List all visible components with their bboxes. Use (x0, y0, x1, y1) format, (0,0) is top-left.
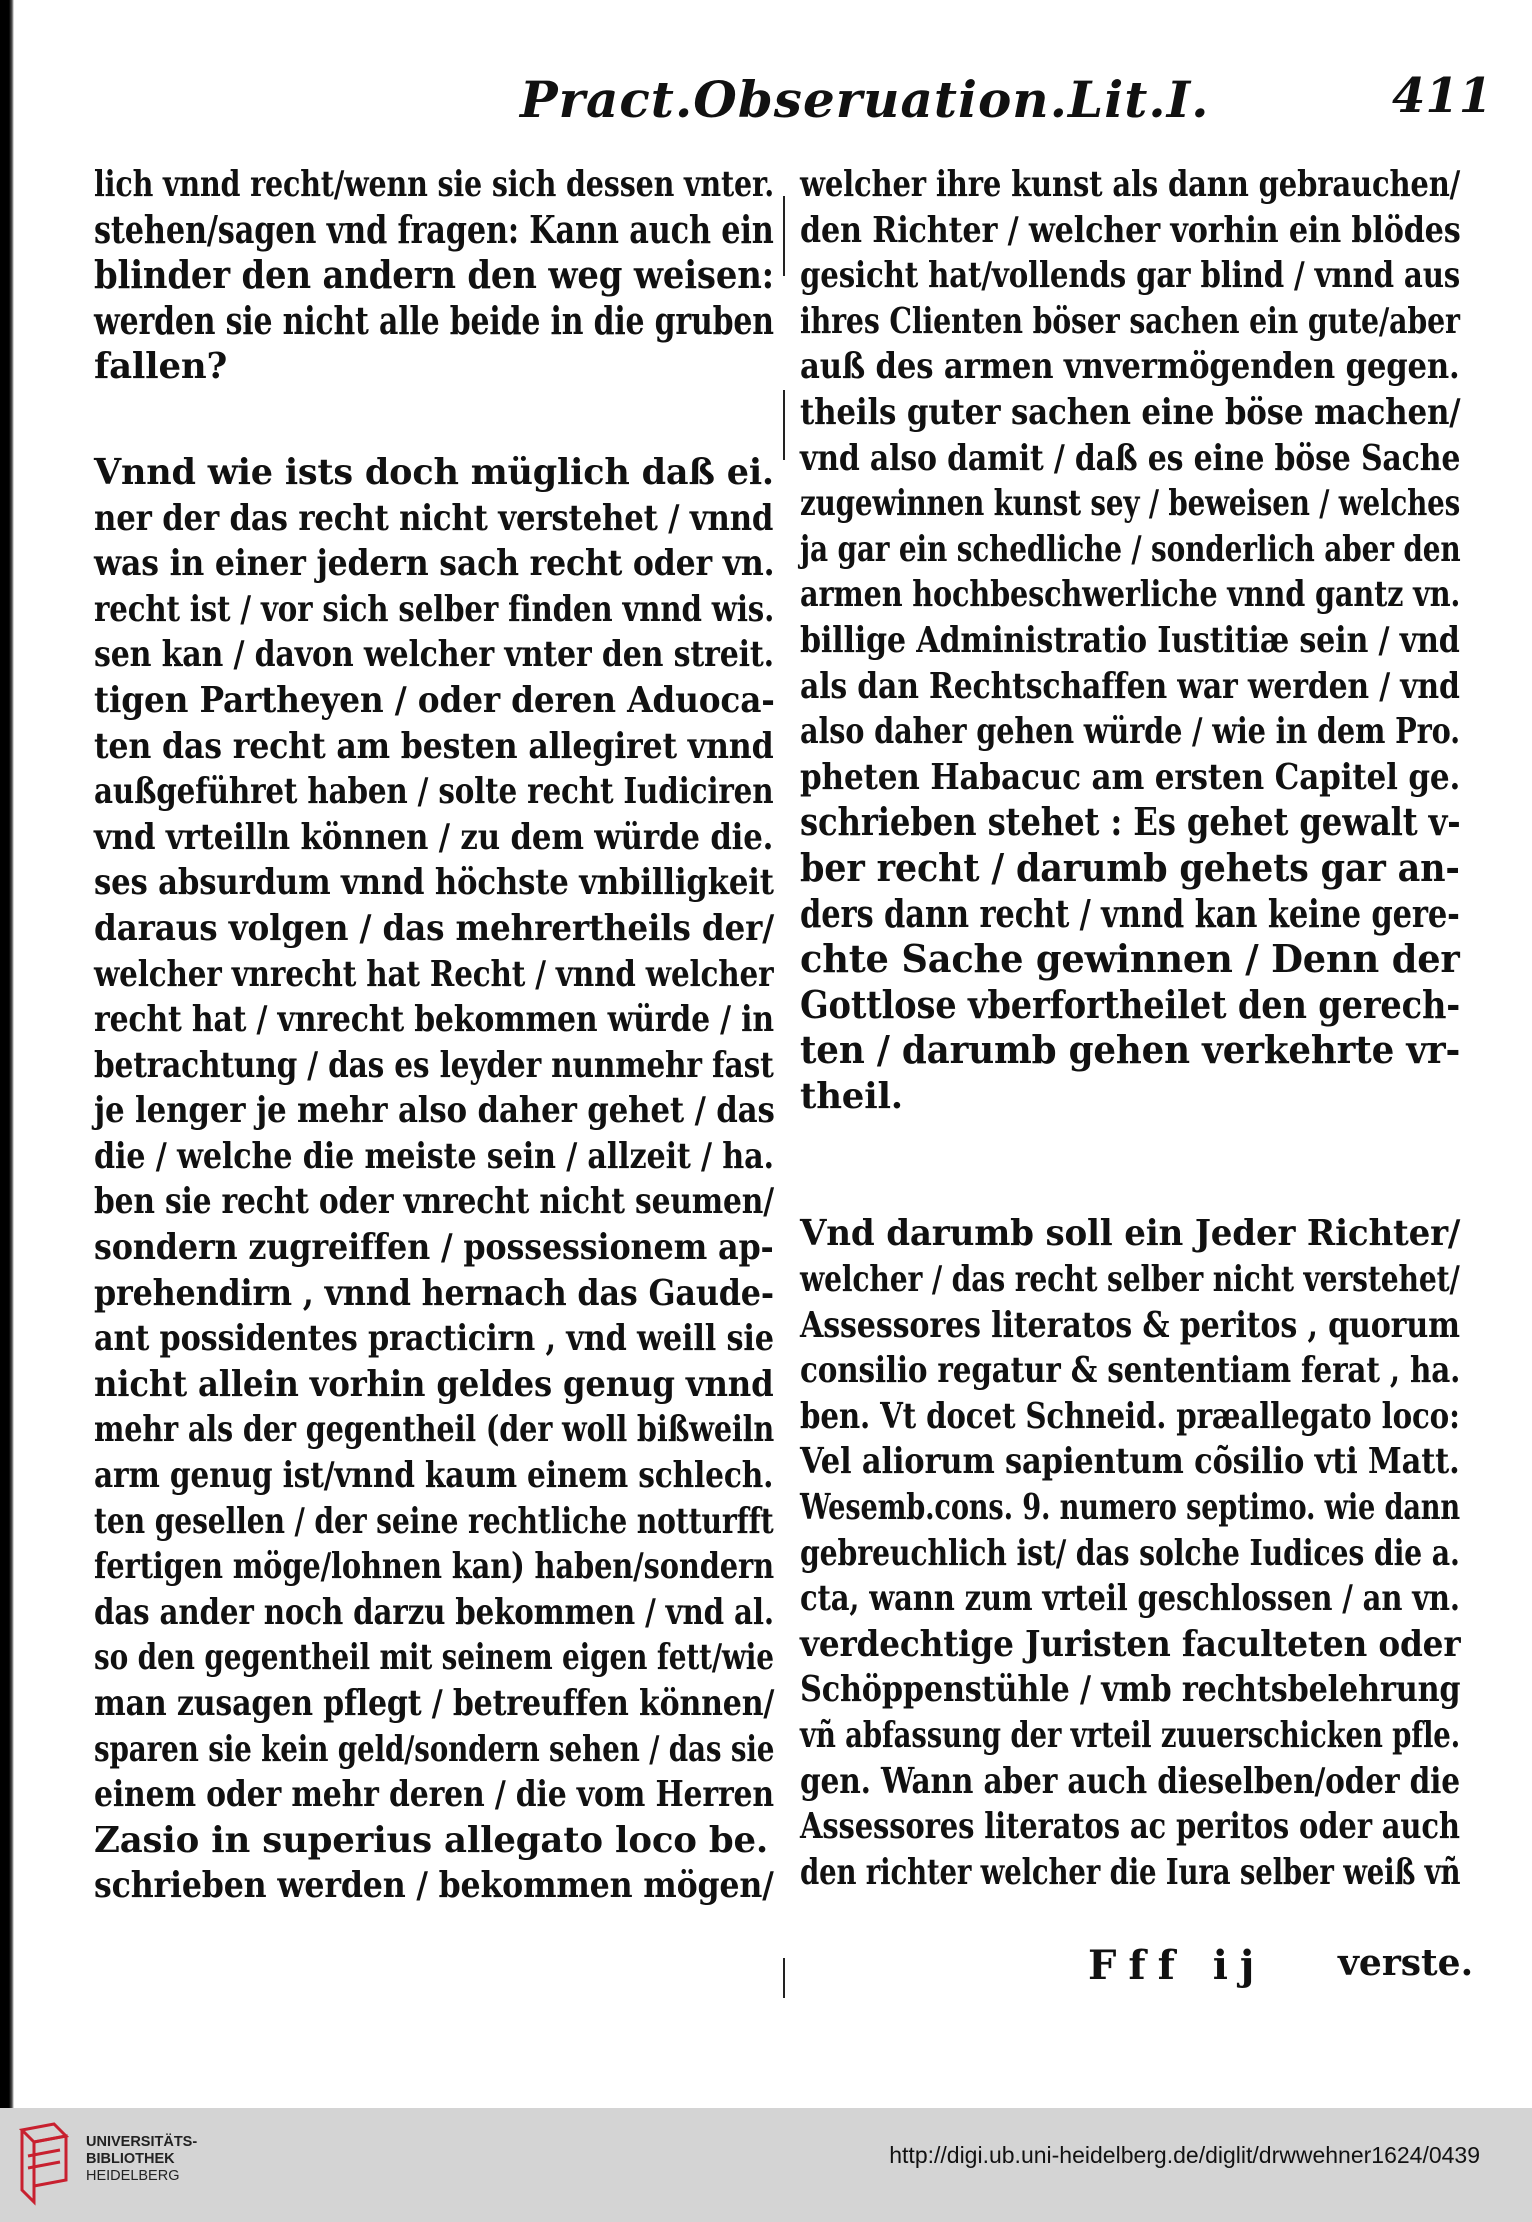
text-line: armen hochbeschwerliche vnnd gantz vn. (800, 574, 1461, 616)
page-number: 411 (1392, 68, 1493, 124)
text-line: ihres Clienten böser sachen ein gute/aber (800, 300, 1460, 342)
text-line: den Richter / welcher vorhin ein blödes (800, 209, 1461, 251)
text-line: Vnd darumb soll ein Jeder Richter/ (800, 1213, 1461, 1255)
text-line: ant possidentes practicirn , vnd weill sie (94, 1318, 774, 1360)
catchword: verste. (1338, 1942, 1474, 1984)
text-line: gen. Wann aber auch dieselben/oder die (800, 1760, 1460, 1802)
text-line: also daher gehen würde / wie in dem Pro. (800, 711, 1460, 753)
text-line: werden sie nicht alle beide in die gruben (94, 298, 774, 344)
text-line: blinder den andern den weg weisen: (94, 253, 774, 299)
permalink-url[interactable]: http://digi.ub.uni-heidelberg.de/diglit/drwwehner1624/0439 (889, 2142, 1480, 2168)
text-line: gebreuchlich ist/ das solche Iudices die a. (800, 1532, 1460, 1574)
library-name-line: BIBLIOTHEK (86, 2151, 175, 2167)
text-line: theil. (800, 1075, 903, 1117)
text-line: Wesemb.cons. 9. numero septimo. wie dann (800, 1487, 1461, 1529)
left-column (94, 162, 774, 1909)
text-line: chte Sache gewinnen / Denn der (800, 937, 1460, 983)
text-line: man zusagen pflegt / betreuffen können/ (94, 1683, 775, 1724)
text-line: theils guter sachen eine böse machen/ (800, 391, 1461, 433)
text-line: Zasio in superius allegato loco be. (94, 1819, 769, 1861)
signature-mark: Fff ij (1088, 1942, 1267, 1989)
text-line: Vnnd wie ists doch müglich daß ei. (94, 451, 774, 493)
text-line: ten gesellen / der seine rechtliche notturfft (94, 1500, 774, 1542)
column-rule (783, 1958, 785, 1998)
text-line: lich vnnd recht/wenn sie sich dessen vnter. (94, 164, 775, 205)
column-rule (783, 196, 785, 276)
text-line: den richter welcher die Iura selber weiß vñ (800, 1851, 1461, 1893)
text-line: ner der das recht nicht verstehet / vnnd (94, 497, 774, 539)
text-line: die / welche die meiste sein / allzeit / ha. (94, 1135, 774, 1177)
text-line: außgeführet haben / solte recht Iudiciren (94, 771, 774, 813)
text-line: Assessores literatos & peritos , quorum (800, 1304, 1460, 1346)
text-line: Assessores literatos ac peritos oder auch (800, 1806, 1460, 1848)
text-line: schrieben stehet : Es gehet gewalt v- (800, 800, 1461, 846)
text-line: betrachtung / das es leyder nunmehr fast (94, 1044, 774, 1086)
text-line: auß des armen vnvermögenden gegen. (800, 346, 1460, 388)
text-line: ten das recht am besten allegiret vnnd (94, 725, 774, 767)
paragraph-gap (800, 1119, 1460, 1211)
text-line: billige Administratio Iustitiæ sein / vnd (800, 619, 1460, 661)
page-binding-edge (0, 0, 14, 2108)
text-line: Schöppenstühle / vmb rechtsbelehrung (800, 1669, 1461, 1711)
text-line: tigen Partheyen / oder deren Aduoca- (94, 679, 775, 721)
footer-bar (0, 2108, 1532, 2222)
text-line: recht ist / vor sich selber finden vnnd wis. (94, 588, 775, 630)
text-line: Gottlose vberfortheilet den gerech- (800, 982, 1461, 1028)
text-line: vnd vrteilln können / zu dem würde die. (94, 816, 774, 858)
text-line: welcher vnrecht hat Recht / vnnd welcher (94, 953, 774, 995)
text-line: ses absurdum vnnd höchste vnbilligkeit (94, 862, 774, 904)
text-line: einem oder mehr deren / die vom Herren (94, 1774, 774, 1816)
text-line: vñ abfassung der vrteil zuuerschicken pfle. (800, 1715, 1461, 1756)
text-line: sen kan / davon welcher vnter den streit. (94, 634, 774, 676)
text-line: als dan Rechtschaffen war werden / vnd (800, 665, 1460, 707)
text-line: arm genug ist/vnnd kaum einem schlech. (94, 1455, 774, 1497)
text-line: nicht allein vorhin geldes genug vnnd (94, 1363, 774, 1405)
text-line: so den gegentheil mit seinem eigen fett/wie (94, 1637, 774, 1679)
text-line: das ander noch darzu bekommen / vnd al. (94, 1591, 774, 1633)
text-line: Vel aliorum sapientum cõsilio vti Matt. (800, 1441, 1460, 1483)
text-line: ja gar ein schedliche / sonderlich aber den (800, 528, 1461, 570)
text-line: ber recht / darumb gehets gar an- (800, 845, 1460, 891)
library-logo-icon (14, 2120, 74, 2208)
text-line: je lenger je mehr also daher gehet / das (94, 1090, 775, 1132)
text-line: welcher ihre kunst als dann gebrauchen/ (800, 164, 1461, 205)
text-line: pheten Habacuc am ersten Capitel ge. (800, 756, 1461, 798)
text-line: vnd also damit / daß es eine böse Sache (800, 437, 1461, 479)
paragraph-gap (94, 390, 774, 450)
library-name (86, 2134, 197, 2185)
column-rule (783, 390, 785, 460)
text-line: fertigen möge/lohnen kan) haben/sondern (94, 1546, 774, 1588)
right-column (800, 162, 1460, 1895)
text-line: fallen? (94, 346, 228, 388)
text-line: zugewinnen kunst sey / beweisen / welches (800, 483, 1461, 525)
text-line: ben sie recht oder vnrecht nicht seumen/ (94, 1181, 774, 1223)
text-line: daraus volgen / das mehrertheils der/ (94, 907, 774, 949)
text-line: cta, wann zum vrteil geschlossen / an vn. (800, 1578, 1460, 1620)
text-line: ten / darumb gehen verkehrte vr- (800, 1028, 1461, 1074)
text-line: schrieben werden / bekommen mögen/ (94, 1865, 774, 1907)
running-head: Pract.Obseruation.Lit.I. (520, 70, 1210, 129)
text-line: welcher / das recht selber nicht verstehet/ (800, 1259, 1460, 1301)
text-line: ben. Vt docet Schneid. præallegato loco: (800, 1395, 1460, 1437)
text-line: prehendirn , vnnd hernach das Gaude- (94, 1272, 774, 1314)
text-line: sparen sie kein geld/sondern sehen / das sie (94, 1728, 775, 1770)
text-line: mehr als der gegentheil (der woll bißweiln (94, 1409, 775, 1451)
text-line: gesicht hat/vollends gar blind / vnnd aus (800, 255, 1461, 297)
library-name-line: UNIVERSITÄTS- (86, 2134, 198, 2150)
text-line: stehen/sagen vnd fragen: Kann auch ein (94, 207, 774, 253)
text-line: ders dann recht / vnnd kan keine gere- (800, 891, 1460, 937)
text-line: consilio regatur & sententiam ferat , ha. (800, 1350, 1461, 1392)
text-line: was in einer jedern sach recht oder vn. (94, 543, 775, 585)
text-line: sondern zugreiffen / possessionem ap- (94, 1227, 774, 1269)
text-line: recht hat / vnrecht bekommen würde / in (94, 999, 774, 1041)
library-name-line: HEIDELBERG (86, 2168, 180, 2184)
text-line: verdechtige Juristen faculteten oder (800, 1623, 1461, 1665)
